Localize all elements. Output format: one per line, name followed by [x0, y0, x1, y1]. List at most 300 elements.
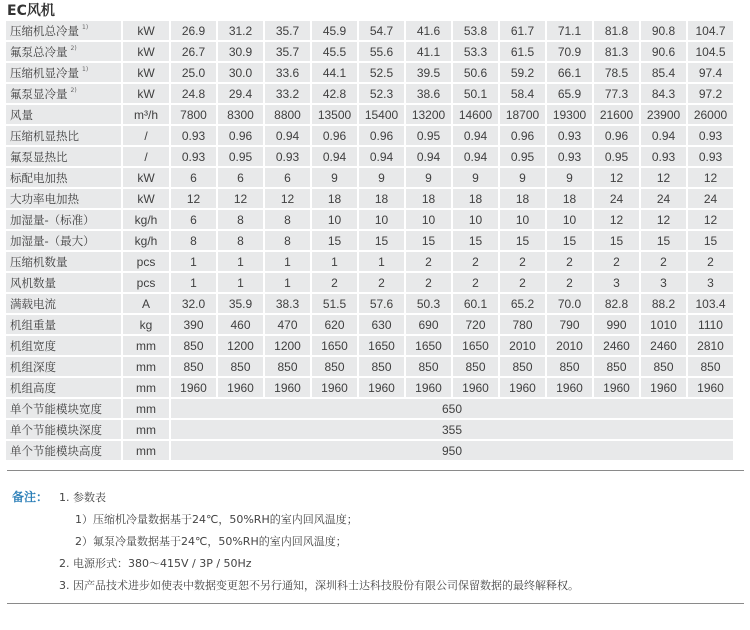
table-cell: 0.93: [547, 147, 592, 166]
table-cell: 9: [406, 168, 451, 187]
merged-cell: 650: [171, 399, 733, 418]
row-unit: /: [123, 147, 169, 166]
table-cell: 850: [547, 357, 592, 376]
row-label: [6, 42, 121, 61]
table-cell: 1200: [218, 336, 263, 355]
table-cell: 13200: [406, 105, 451, 124]
table-cell: 2: [547, 252, 592, 271]
table-cell: 2810: [688, 336, 733, 355]
table-cell: 850: [312, 357, 357, 376]
table-cell: 0.93: [641, 147, 686, 166]
row-label: [6, 189, 121, 208]
table-cell: 12: [594, 168, 639, 187]
table-cell: 3: [594, 273, 639, 292]
table-cell: 7800: [171, 105, 216, 124]
row-label-text: 压缩机数量: [10, 254, 68, 269]
table-cell: 19300: [547, 105, 592, 124]
table-cell: 39.5: [406, 63, 451, 82]
table-cell: 850: [688, 357, 733, 376]
table-cell: 45.9: [312, 21, 357, 40]
table-cell: 9: [359, 168, 404, 187]
table-cell: 24: [641, 189, 686, 208]
table-cell: 630: [359, 315, 404, 334]
table-cell: 24: [688, 189, 733, 208]
table-cell: 35.7: [265, 42, 310, 61]
table-cell: 6: [171, 168, 216, 187]
table-cell: 45.5: [312, 42, 357, 61]
table-cell: 12: [641, 168, 686, 187]
table-cell: 54.7: [359, 21, 404, 40]
table-cell: 53.3: [453, 42, 498, 61]
table-cell: 53.8: [453, 21, 498, 40]
row-unit: kW: [123, 42, 169, 61]
table-cell: 71.1: [547, 21, 592, 40]
row-label: [6, 315, 121, 334]
table-cell: 850: [641, 357, 686, 376]
table-cell: 15: [312, 231, 357, 250]
table-cell: 81.8: [594, 21, 639, 40]
table-cell: 620: [312, 315, 357, 334]
table-cell: 1960: [312, 378, 357, 397]
table-cell: 12: [688, 210, 733, 229]
table-cell: 15: [594, 231, 639, 250]
row-unit: kg/h: [123, 231, 169, 250]
table-cell: 24: [594, 189, 639, 208]
table-cell: 1650: [359, 336, 404, 355]
table-cell: 0.94: [312, 147, 357, 166]
table-cell: 18: [359, 189, 404, 208]
table-cell: 18: [312, 189, 357, 208]
row-label-text: 氟泵总冷量: [10, 44, 68, 59]
table-row-merged: [6, 420, 733, 439]
table-cell: 690: [406, 315, 451, 334]
table-cell: 52.5: [359, 63, 404, 82]
row-label: [6, 336, 121, 355]
row-label: [6, 231, 121, 250]
table-cell: 15: [406, 231, 451, 250]
table-cell: 10: [547, 210, 592, 229]
table-cell: 15400: [359, 105, 404, 124]
row-label: [6, 126, 121, 145]
row-unit: mm: [123, 399, 169, 418]
table-cell: 97.2: [688, 84, 733, 103]
table-cell: 104.5: [688, 42, 733, 61]
row-label: 单个节能模块高度: [6, 441, 121, 460]
table-cell: 990: [594, 315, 639, 334]
row-label: [6, 105, 121, 124]
table-cell: 61.5: [500, 42, 545, 61]
table-cell: 8: [218, 210, 263, 229]
table-cell: 2: [641, 252, 686, 271]
table-cell: 390: [171, 315, 216, 334]
table-cell: 0.96: [218, 126, 263, 145]
table-cell: 2460: [641, 336, 686, 355]
table-cell: 18: [500, 189, 545, 208]
table-cell: 55.6: [359, 42, 404, 61]
footnote-marker: 2): [70, 44, 77, 52]
table-cell: 66.1: [547, 63, 592, 82]
note-line-3: 3. 因产品技术进步如使表中数据变更恕不另行通知，深圳科士达科技股份有限公司保留数据的最终解释权。: [59, 579, 579, 592]
table-row: [6, 168, 733, 187]
table-cell: 8800: [265, 105, 310, 124]
table-cell: 18: [406, 189, 451, 208]
row-label-text: 机组宽度: [10, 338, 56, 353]
table-cell: 15: [547, 231, 592, 250]
table-cell: 1650: [453, 336, 498, 355]
table-cell: 1960: [265, 378, 310, 397]
row-label-text: 机组高度: [10, 380, 56, 395]
row-label-text: 机组重量: [10, 317, 56, 332]
table-cell: 15: [500, 231, 545, 250]
table-row: [6, 126, 733, 145]
table-cell: 1: [218, 273, 263, 292]
table-cell: 38.3: [265, 294, 310, 313]
table-cell: 8: [171, 231, 216, 250]
table-cell: 6: [265, 168, 310, 187]
row-unit: mm: [123, 336, 169, 355]
table-cell: 58.4: [500, 84, 545, 103]
table-cell: 0.95: [218, 147, 263, 166]
row-unit: mm: [123, 357, 169, 376]
table-cell: 15: [359, 231, 404, 250]
table-cell: 51.5: [312, 294, 357, 313]
table-row: [6, 357, 733, 376]
row-label-text: 氟泵显冷量: [10, 86, 68, 101]
table-row: [6, 189, 733, 208]
table-row: [6, 315, 733, 334]
table-cell: 2: [406, 273, 451, 292]
table-cell: 9: [453, 168, 498, 187]
table-cell: 90.8: [641, 21, 686, 40]
table-cell: 0.93: [688, 147, 733, 166]
row-label-text: 加湿量-（标准）: [10, 212, 95, 227]
table-cell: 850: [171, 336, 216, 355]
table-cell: 850: [594, 357, 639, 376]
table-cell: 1960: [547, 378, 592, 397]
table-cell: 850: [453, 357, 498, 376]
footnote-marker: 1): [82, 65, 89, 73]
table-cell: 1650: [312, 336, 357, 355]
divider-top: [7, 470, 744, 471]
table-cell: 30.0: [218, 63, 263, 82]
row-label-text: 机组深度: [10, 359, 56, 374]
table-cell: 18: [453, 189, 498, 208]
table-cell: 0.96: [359, 126, 404, 145]
row-unit: kg: [123, 315, 169, 334]
table-cell: 59.2: [500, 63, 545, 82]
row-unit: pcs: [123, 273, 169, 292]
table-cell: 65.9: [547, 84, 592, 103]
row-label-text: 风量: [10, 107, 33, 122]
row-label-text: 压缩机总冷量: [10, 23, 79, 38]
table-cell: 21600: [594, 105, 639, 124]
table-cell: 0.96: [594, 126, 639, 145]
spec-table-body: [6, 21, 733, 460]
table-cell: 15: [688, 231, 733, 250]
table-cell: 2: [500, 252, 545, 271]
table-cell: 10: [500, 210, 545, 229]
table-cell: 32.0: [171, 294, 216, 313]
table-cell: 1: [312, 252, 357, 271]
row-unit: mm: [123, 441, 169, 460]
table-cell: 8: [218, 231, 263, 250]
table-row: [6, 63, 733, 82]
table-cell: 1960: [641, 378, 686, 397]
row-label: [6, 294, 121, 313]
table-row: [6, 21, 733, 40]
table-cell: 10: [453, 210, 498, 229]
divider-bottom: [7, 603, 744, 604]
table-cell: 41.6: [406, 21, 451, 40]
table-cell: 790: [547, 315, 592, 334]
table-cell: 2460: [594, 336, 639, 355]
table-cell: 44.1: [312, 63, 357, 82]
table-row-merged: [6, 441, 733, 460]
table-cell: 0.94: [641, 126, 686, 145]
row-label: [6, 147, 121, 166]
table-cell: 850: [500, 357, 545, 376]
row-label: 单个节能模块宽度: [6, 399, 121, 418]
table-row: [6, 273, 733, 292]
table-row: [6, 42, 733, 61]
table-cell: 0.94: [359, 147, 404, 166]
table-cell: 1960: [406, 378, 451, 397]
table-cell: 15: [453, 231, 498, 250]
table-cell: 65.2: [500, 294, 545, 313]
table-cell: 2: [547, 273, 592, 292]
table-cell: 26000: [688, 105, 733, 124]
table-cell: 14600: [453, 105, 498, 124]
table-cell: 850: [265, 357, 310, 376]
table-cell: 77.3: [594, 84, 639, 103]
table-cell: 1: [265, 252, 310, 271]
table-cell: 24.8: [171, 84, 216, 103]
table-cell: 2: [688, 252, 733, 271]
row-unit: mm: [123, 420, 169, 439]
table-cell: 35.9: [218, 294, 263, 313]
table-cell: 82.8: [594, 294, 639, 313]
table-cell: 10: [359, 210, 404, 229]
table-cell: 460: [218, 315, 263, 334]
row-label: [6, 168, 121, 187]
table-cell: 61.7: [500, 21, 545, 40]
table-row: [6, 294, 733, 313]
table-cell: 9: [547, 168, 592, 187]
merged-cell: 355: [171, 420, 733, 439]
table-cell: 13500: [312, 105, 357, 124]
table-cell: 780: [500, 315, 545, 334]
table-cell: 52.3: [359, 84, 404, 103]
row-label-text: 满载电流: [10, 296, 56, 311]
row-unit: kg/h: [123, 210, 169, 229]
table-cell: 6: [218, 168, 263, 187]
table-cell: 30.9: [218, 42, 263, 61]
row-unit: pcs: [123, 252, 169, 271]
table-cell: 1960: [594, 378, 639, 397]
table-cell: 18: [547, 189, 592, 208]
table-cell: 50.1: [453, 84, 498, 103]
row-label-text: 加湿量-（最大）: [10, 233, 95, 248]
row-label-text: 标配电加热: [10, 170, 68, 185]
footnote-marker: 2): [70, 86, 77, 94]
row-label-text: 风机数量: [10, 275, 56, 290]
row-unit: kW: [123, 189, 169, 208]
table-cell: 57.6: [359, 294, 404, 313]
table-row: [6, 105, 733, 124]
table-cell: 60.1: [453, 294, 498, 313]
table-cell: 97.4: [688, 63, 733, 82]
table-cell: 1960: [688, 378, 733, 397]
table-cell: 103.4: [688, 294, 733, 313]
table-cell: 41.1: [406, 42, 451, 61]
table-cell: 12: [218, 189, 263, 208]
table-row: [6, 147, 733, 166]
table-cell: 0.94: [265, 126, 310, 145]
table-row-merged: [6, 399, 733, 418]
row-label: 单个节能模块深度: [6, 420, 121, 439]
table-cell: 0.93: [265, 147, 310, 166]
table-cell: 0.94: [453, 147, 498, 166]
table-cell: 33.6: [265, 63, 310, 82]
table-cell: 0.94: [453, 126, 498, 145]
table-cell: 8: [265, 231, 310, 250]
table-cell: 720: [453, 315, 498, 334]
table-cell: 0.93: [171, 147, 216, 166]
row-unit: A: [123, 294, 169, 313]
table-cell: 26.9: [171, 21, 216, 40]
table-cell: 1: [218, 252, 263, 271]
table-cell: 0.95: [406, 126, 451, 145]
table-cell: 18700: [500, 105, 545, 124]
table-row: [6, 252, 733, 271]
table-cell: 90.6: [641, 42, 686, 61]
table-title: EC风机: [7, 3, 55, 19]
table-cell: 850: [171, 357, 216, 376]
table-cell: 470: [265, 315, 310, 334]
table-cell: 84.3: [641, 84, 686, 103]
table-cell: 8300: [218, 105, 263, 124]
table-cell: 12: [594, 210, 639, 229]
table-cell: 1200: [265, 336, 310, 355]
table-cell: 1: [171, 273, 216, 292]
merged-cell: 950: [171, 441, 733, 460]
table-cell: 33.2: [265, 84, 310, 103]
table-cell: 15: [641, 231, 686, 250]
row-unit: m³/h: [123, 105, 169, 124]
table-cell: 3: [688, 273, 733, 292]
row-unit: kW: [123, 63, 169, 82]
table-cell: 2: [359, 273, 404, 292]
row-label: [6, 84, 121, 103]
table-cell: 1: [359, 252, 404, 271]
table-cell: 2: [594, 252, 639, 271]
table-cell: 50.6: [453, 63, 498, 82]
table-cell: 850: [359, 357, 404, 376]
table-cell: 2010: [500, 336, 545, 355]
table-cell: 10: [406, 210, 451, 229]
row-label: [6, 252, 121, 271]
table-cell: 1: [265, 273, 310, 292]
row-unit: /: [123, 126, 169, 145]
table-cell: 9: [500, 168, 545, 187]
row-unit: kW: [123, 168, 169, 187]
row-unit: kW: [123, 84, 169, 103]
table-cell: 12: [641, 210, 686, 229]
table-cell: 12: [688, 168, 733, 187]
note-line-1-2: 2）氟泵冷量数据基于24℃，50%RH的室内回风温度；: [75, 535, 347, 548]
row-label: [6, 21, 121, 40]
table-cell: 2: [453, 273, 498, 292]
table-cell: 3: [641, 273, 686, 292]
table-cell: 81.3: [594, 42, 639, 61]
table-cell: 25.0: [171, 63, 216, 82]
table-cell: 1010: [641, 315, 686, 334]
table-cell: 1: [171, 252, 216, 271]
table-row: [6, 84, 733, 103]
row-label-text: 压缩机显热比: [10, 128, 79, 143]
table-cell: 2: [406, 252, 451, 271]
table-cell: 0.93: [547, 126, 592, 145]
spec-table: [4, 19, 735, 462]
table-row: [6, 210, 733, 229]
table-cell: 1960: [500, 378, 545, 397]
table-row: [6, 336, 733, 355]
table-row: [6, 231, 733, 250]
row-label: [6, 273, 121, 292]
table-cell: 850: [218, 357, 263, 376]
table-row: [6, 378, 733, 397]
table-cell: 9: [312, 168, 357, 187]
table-cell: 29.4: [218, 84, 263, 103]
table-cell: 42.8: [312, 84, 357, 103]
note-line-1: 1. 参数表: [59, 491, 106, 504]
table-cell: 78.5: [594, 63, 639, 82]
row-label: [6, 210, 121, 229]
table-cell: 26.7: [171, 42, 216, 61]
table-cell: 0.96: [500, 126, 545, 145]
row-label-text: 大功率电加热: [10, 191, 79, 206]
table-cell: 70.9: [547, 42, 592, 61]
table-cell: 35.7: [265, 21, 310, 40]
table-cell: 31.2: [218, 21, 263, 40]
table-cell: 1960: [359, 378, 404, 397]
table-cell: 0.95: [500, 147, 545, 166]
row-label: [6, 378, 121, 397]
table-cell: 85.4: [641, 63, 686, 82]
row-label: [6, 63, 121, 82]
table-cell: 1960: [453, 378, 498, 397]
table-cell: 88.2: [641, 294, 686, 313]
table-cell: 10: [312, 210, 357, 229]
table-cell: 104.7: [688, 21, 733, 40]
table-cell: 0.96: [312, 126, 357, 145]
table-cell: 0.94: [406, 147, 451, 166]
footnote-marker: 1): [82, 23, 89, 31]
table-cell: 1960: [171, 378, 216, 397]
row-unit: mm: [123, 378, 169, 397]
table-cell: 2010: [547, 336, 592, 355]
table-cell: 6: [171, 210, 216, 229]
table-cell: 8: [265, 210, 310, 229]
note-line-2: 2. 电源形式：380～415V / 3P / 50Hz: [59, 557, 252, 570]
table-cell: 2: [312, 273, 357, 292]
table-cell: 12: [171, 189, 216, 208]
row-unit: kW: [123, 21, 169, 40]
table-cell: 0.95: [594, 147, 639, 166]
table-cell: 50.3: [406, 294, 451, 313]
row-label-text: 压缩机显冷量: [10, 65, 79, 80]
table-cell: 38.6: [406, 84, 451, 103]
